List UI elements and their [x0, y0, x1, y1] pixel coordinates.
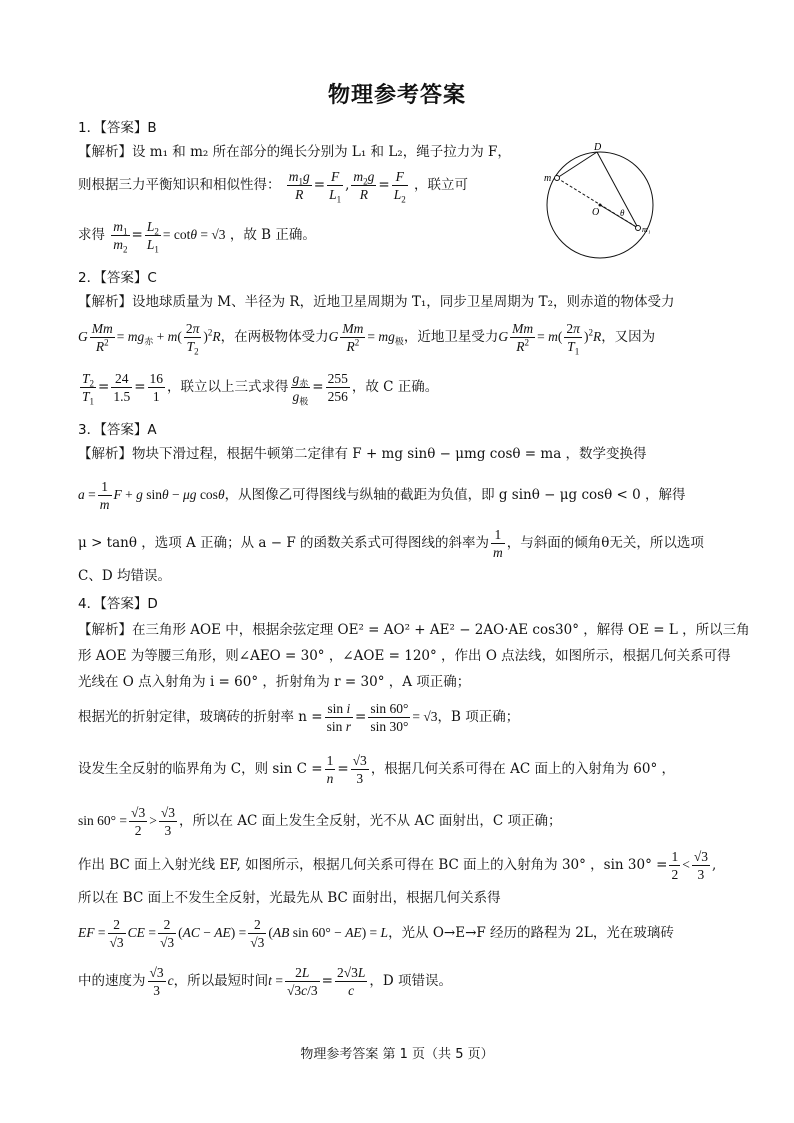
q4-line6: sin 60° = $\frac{√3}{2}$ > $\frac{√3}{3}$ ，所以在 AC 面上发生全反射，光不从 AC 面射出，C 项正确； — [78, 805, 562, 838]
formula-frac: $\frac{2}{√3}$ — [159, 917, 175, 950]
q2-line2-text2: ，近地卫星受力 — [403, 329, 499, 345]
q2-line2: G $\frac{Mm}{R^2}$ = $mg_赤 + m$( $\frac{2\pi}{T_2}$ )$^2$R，在两极物体受力G $\frac{Mm}{R^2}$ = $mg_极$，近地卫星受力G $\frac{Mm}{R^2}$ = m( $\frac{2\pi}{T_1}$ )$^2$R，又因为 — [78, 321, 656, 357]
formula-frac: $\frac{2}{√3}$ — [109, 917, 124, 950]
fig-label-theta: θ — [620, 208, 625, 218]
q3-answer: 3．【答案】A — [78, 422, 157, 438]
q4-line4-text: 根据光的折射定律，玻璃砖的折射率 n = — [78, 709, 323, 725]
q3-line2: a = $\frac{1}{m}$ F + g sinθ − μg cosθ，从图像乙可得图线与纵轴的截距为负值，即 g sinθ − μg cosθ < 0 ，解得 — [78, 479, 686, 512]
q1-line2-text: 则根据三力平衡知识和相似性得： — [78, 177, 281, 193]
q4-line10-mid: ，所以最短时间 — [173, 973, 269, 989]
q4-line9: EF = $\frac{2}{√3}$ CE = $\frac{2}{√3}$ (AC − AE) = $\frac{2}{√3}$ (AB sin 60° − AE) = L，光从 O→E→F 经历的路程为 2L，光在玻璃砖 — [78, 917, 674, 950]
formula-frac: $\frac{m_1}{m_2}$ — [113, 219, 128, 255]
q2-line3: $\frac{T_2}{T_1}$ = $\frac{24}{1.5}$ = $\frac{16}{1}$ ，联立以上三式求得 $\frac{g_赤}{g_极}$ = $\frac{255}{256}$ ，故 C 正确。 — [82, 371, 439, 407]
formula-frac: $\frac{2\pi}{T_1}$ — [566, 321, 580, 357]
formula-frac: $\frac{√3}{2}$ — [131, 805, 146, 838]
q1-line3: 求得 $\frac{m_1}{m_2}$ = $\frac{L_2}{L_1}$ = cotθ = √3 ，故 B 正确。 — [78, 219, 316, 255]
q1-line2: 则根据三力平衡知识和相似性得： $\frac{m_1g}{R}$ = $\frac{F}{L_1}$ , $\frac{m_2g}{R}$ = $\frac{F}{L_2}$ ，联立可 — [78, 169, 469, 205]
formula-frac: $\frac{√3}{3}$ — [149, 965, 164, 998]
q3-line3-text: μ > tanθ ，选项 A 正确；从 a − F 的函数关系式可得图线的斜率为 — [78, 535, 489, 551]
q4-line5-end: ，根据几何关系可得在 AC 面上的入射角为 60° ， — [370, 761, 675, 777]
fig-label-d: D — [594, 142, 602, 153]
q2-line1: 【解析】设地球质量为 M、半径为 R，近地卫星周期为 T₁，同步卫星周期为 T₂，则赤道的物体受力 — [78, 294, 675, 310]
ratio-num: 255 — [327, 371, 348, 386]
q3-line2-text: ，从图像乙可得图线与纵轴的截距为负值，即 g sinθ − μg cosθ < 0 ，解得 — [224, 487, 686, 503]
formula-frac: $\frac{1}{2}$ — [671, 849, 679, 882]
q4-line4-end: ，B 项正确； — [437, 709, 520, 725]
formula-frac: $\frac{T_2}{T_1}$ — [82, 371, 95, 407]
formula-frac: $\frac{1}{m}$ — [99, 479, 110, 512]
q3-line3-end: ，与斜面的倾角θ无关，所以选项 — [506, 535, 704, 551]
ratio-num: 24 — [111, 370, 132, 388]
q4-line6-end: ，所以在 AC 面上发生全反射，光不从 AC 面射出，C 项正确； — [179, 813, 562, 829]
q4-line9-end: ，光从 O→E→F 经历的路程为 2L，光在玻璃砖 — [388, 925, 674, 941]
q4-line5-text: 设发生全反射的临界角为 C，则 sin C = — [78, 761, 323, 777]
q4-line1: 【解析】在三角形 AOE 中，根据余弦定理 OE² = AO² + AE² − 2AO·AE cos30° ，解得 OE = L ，所以三角 — [78, 622, 750, 638]
formula-frac: $\frac{√3}{3}$ — [693, 849, 708, 882]
formula-frac: $\frac{2L}{√3c/3}$ — [286, 965, 318, 998]
q3-line1: 【解析】物块下滑过程，根据牛顿第二定律有 F + mg sinθ − μmg cosθ = ma ，数学变换得 — [78, 446, 647, 462]
q1-line1: 【解析】设 m₁ 和 m₂ 所在部分的绳长分别为 L₁ 和 L₂，绳子拉力为 F， — [78, 144, 511, 160]
ratio-den: 1 — [152, 389, 160, 404]
ratio-num: 16 — [149, 371, 164, 386]
formula-frac — [148, 370, 166, 405]
q4-line3: 光线在 O 点入射角为 i = 60° ，折射角为 r = 30° ，A 项正确； — [78, 674, 471, 690]
formula-frac: $\frac{Mm}{R^2}$ — [512, 321, 534, 354]
formula-frac: $\frac{Mm}{R^2}$ — [91, 321, 113, 354]
formula-frac: $\frac{F}{L_1}$ — [329, 169, 342, 205]
q2-line2-end: ，又因为 — [601, 329, 656, 345]
formula-frac: $\frac{\sin 60^\circ}{\sin 30^\circ}$ — [370, 701, 409, 734]
formula-frac: $\frac{L_2}{L_1}$ — [146, 219, 159, 255]
fig-label-m1: m₁ — [642, 225, 651, 234]
page-footer: 物理参考答案 第 1 页（共 5 页） — [300, 1047, 494, 1062]
page-title: 物理参考答案 — [327, 83, 466, 108]
formula-frac: $\frac{2}{√3}$ — [250, 917, 265, 950]
circle-diagram — [540, 140, 670, 265]
formula-frac: $\frac{2√3L}{c}$ — [336, 965, 366, 998]
q2-line2-text1: ，在两极物体受力 — [220, 329, 329, 345]
q4-line10: 中的速度为 $\frac{√3}{3}$ c，所以最短时间t = $\frac{2L}{√3c/3}$ = $\frac{2√3L}{c}$ ，D 项错误。 — [78, 965, 452, 998]
q1-line3-end: ，故 B 正确。 — [229, 227, 316, 243]
q4-line2: 形 AOE 为等腰三角形，则∠AEO = 30° ，∠AOE = 120° ，作出 O 点法线，如图所示，根据几何关系可得 — [78, 648, 731, 664]
q4-line7: 作出 BC 面上入射光线 EF, 如图所示，根据几何关系可得在 BC 面上的入射角为 30° ，sin 30° = $\frac{1}{2}$ < $\frac{√3}{3}$ , — [78, 849, 717, 882]
formula-frac: $\frac{g_赤}{g_极}$ — [292, 371, 309, 407]
q4-answer: 4．【答案】D — [78, 596, 158, 612]
formula-frac: $\frac{F}{L_2}$ — [393, 169, 406, 205]
formula-frac: $\frac{Mm}{R^2}$ — [342, 321, 364, 354]
q1-line3-text: 求得 — [78, 227, 105, 243]
formula-frac: $\frac{\text{sin i}}{\text{sin r}}$ — [326, 701, 351, 734]
q4-line10-end: ，D 项错误。 — [369, 973, 452, 989]
formula-frac — [111, 370, 132, 405]
q4-line4: 根据光的折射定律，玻璃砖的折射率 n = $\frac{\text{sin i}}{\text{sin r}}$ = $\frac{\sin 60^\circ}{\sin 30^\circ}$ = √3，B 项正确； — [78, 701, 520, 734]
q4-line8: 所以在 BC 面上不发生全反射，光最先从 BC 面射出，根据几何关系得 — [78, 890, 501, 906]
formula-frac: $\frac{1}{m}$ — [492, 527, 503, 560]
formula-frac: $\frac{√3}{3}$ — [160, 805, 175, 838]
formula-frac: $\frac{2\pi}{T_2}$ — [185, 321, 200, 357]
formula-frac — [326, 370, 350, 405]
q4-line7-text: 作出 BC 面上入射光线 EF, 如图所示，根据几何关系可得在 BC 面上的入射角为 30° ，sin 30° = — [78, 857, 668, 873]
q3-line4: C、D 均错误。 — [78, 568, 171, 584]
formula-frac: $\frac{1}{n}$ — [326, 753, 334, 786]
fig-label-o: O — [592, 207, 600, 218]
ratio-den: 1.5 — [113, 389, 131, 404]
q4-line5: 设发生全反射的临界角为 C，则 sin C = $\frac{1}{n}$ = $\frac{√3}{3}$ ，根据几何关系可得在 AC 面上的入射角为 60° ， — [78, 753, 675, 786]
q3-line3 — [78, 526, 704, 561]
q1-line2-end: ，联立可 — [414, 177, 469, 193]
q4-line10-text: 中的速度为 — [78, 973, 146, 989]
q1-answer: 1．【答案】B — [78, 120, 157, 136]
q2-answer: 2．【答案】C — [78, 270, 157, 286]
q2-line3-text: ，联立以上三式求得 — [167, 379, 289, 395]
formula-frac: $\frac{m_1g}{R}$ — [288, 169, 310, 202]
formula-frac: $\frac{m_2g}{R}$ — [353, 169, 375, 202]
formula-frac: $\frac{√3}{3}$ — [352, 753, 367, 786]
ratio-den: 256 — [327, 389, 348, 404]
q2-line3-end: ，故 C 正确。 — [351, 379, 439, 395]
fig-label-m: m — [544, 173, 552, 184]
